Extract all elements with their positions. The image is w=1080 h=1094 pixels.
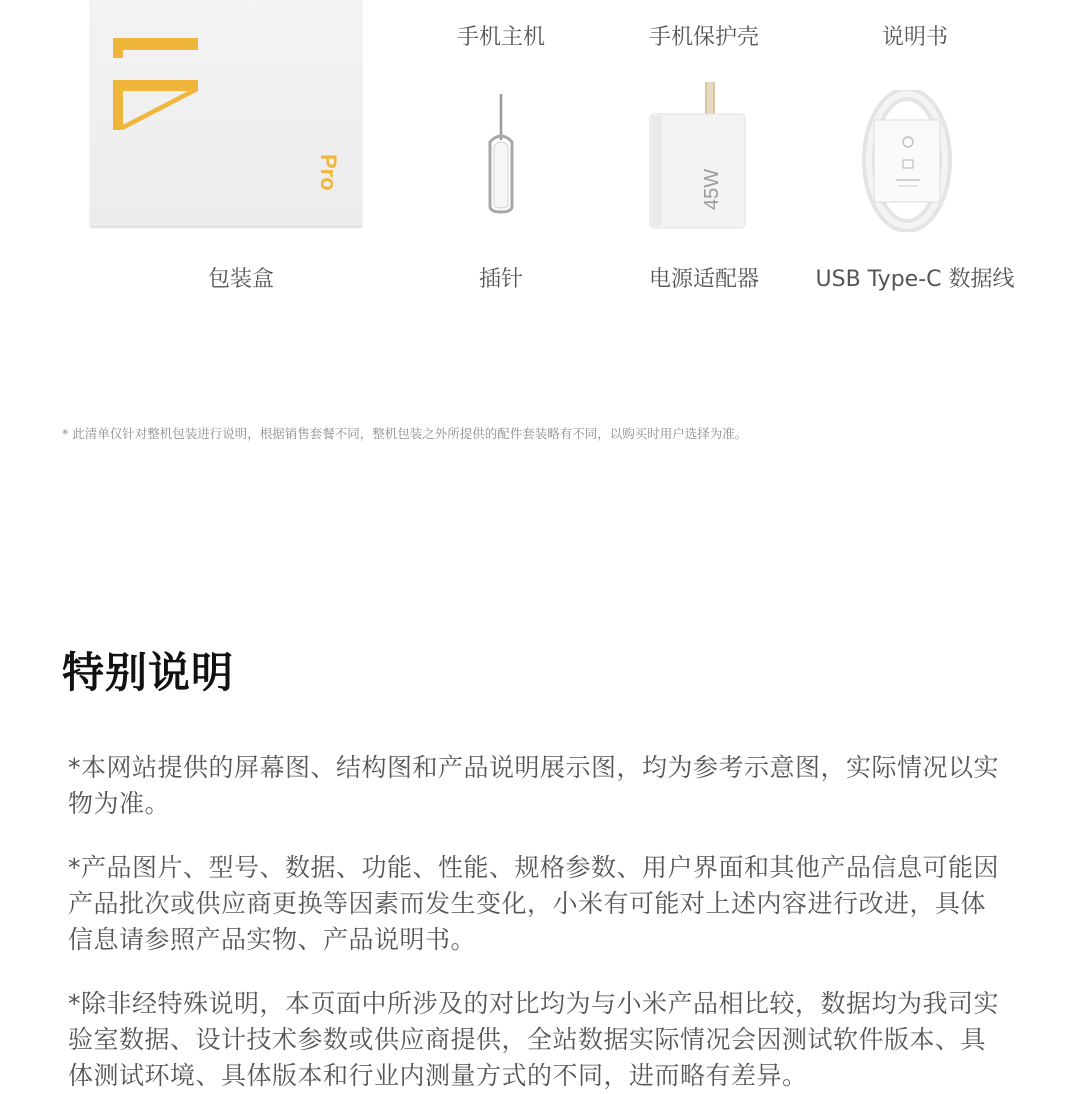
item-label-adapter: 电源适配器 bbox=[648, 267, 760, 292]
item-label-cable: USB Type-C 数据线 bbox=[815, 267, 1015, 292]
item-label-sim-pin: 插针 bbox=[478, 267, 524, 292]
usb-cable-image bbox=[860, 90, 955, 232]
item-label-manual: 说明书 bbox=[881, 25, 949, 50]
charger-wattage-text: 45W bbox=[701, 168, 723, 210]
note-paragraph: *产品图片、型号、数据、功能、性能、规格参数、用户界面和其他产品信息可能因产品批次或供应商更换等因素而发生变化，小米有可能对上述内容进行改进，具体信息请参照产品实物、产品说明书。 bbox=[68, 853, 1000, 954]
box-number-text: 14 bbox=[108, 38, 110, 39]
sim-eject-pin-image bbox=[478, 90, 524, 216]
item-label-box: 包装盒 bbox=[207, 267, 275, 292]
section-title: 特别说明 bbox=[62, 648, 235, 697]
package-footnote: * 此清单仅针对整机包装进行说明，根据销售套餐不同，整机包装之外所提供的配件套装略有不同，以购买时用户选择为准。 bbox=[62, 426, 748, 441]
item-label-case: 手机保护壳 bbox=[648, 25, 760, 50]
box-number-graphic bbox=[108, 38, 203, 130]
box-variant-text: Pro bbox=[316, 154, 341, 191]
box-variant-graphic bbox=[315, 152, 345, 207]
note-paragraph: *除非经特殊说明，本页面中所涉及的对比均为与小米产品相比较，数据均为我司实验室数据、设计技术参数或供应商提供，全站数据实际情况会因测试软件版本、具体测试环境、具体版本和行业内测量方式的不同，进而略有差异。 bbox=[68, 989, 1000, 1090]
note-paragraph: *本网站提供的屏幕图、结构图和产品说明展示图，均为参考示意图，实际情况以实物为准。 bbox=[68, 753, 1000, 818]
item-label-phone: 手机主机 bbox=[456, 25, 546, 50]
power-adapter-image bbox=[640, 80, 755, 230]
